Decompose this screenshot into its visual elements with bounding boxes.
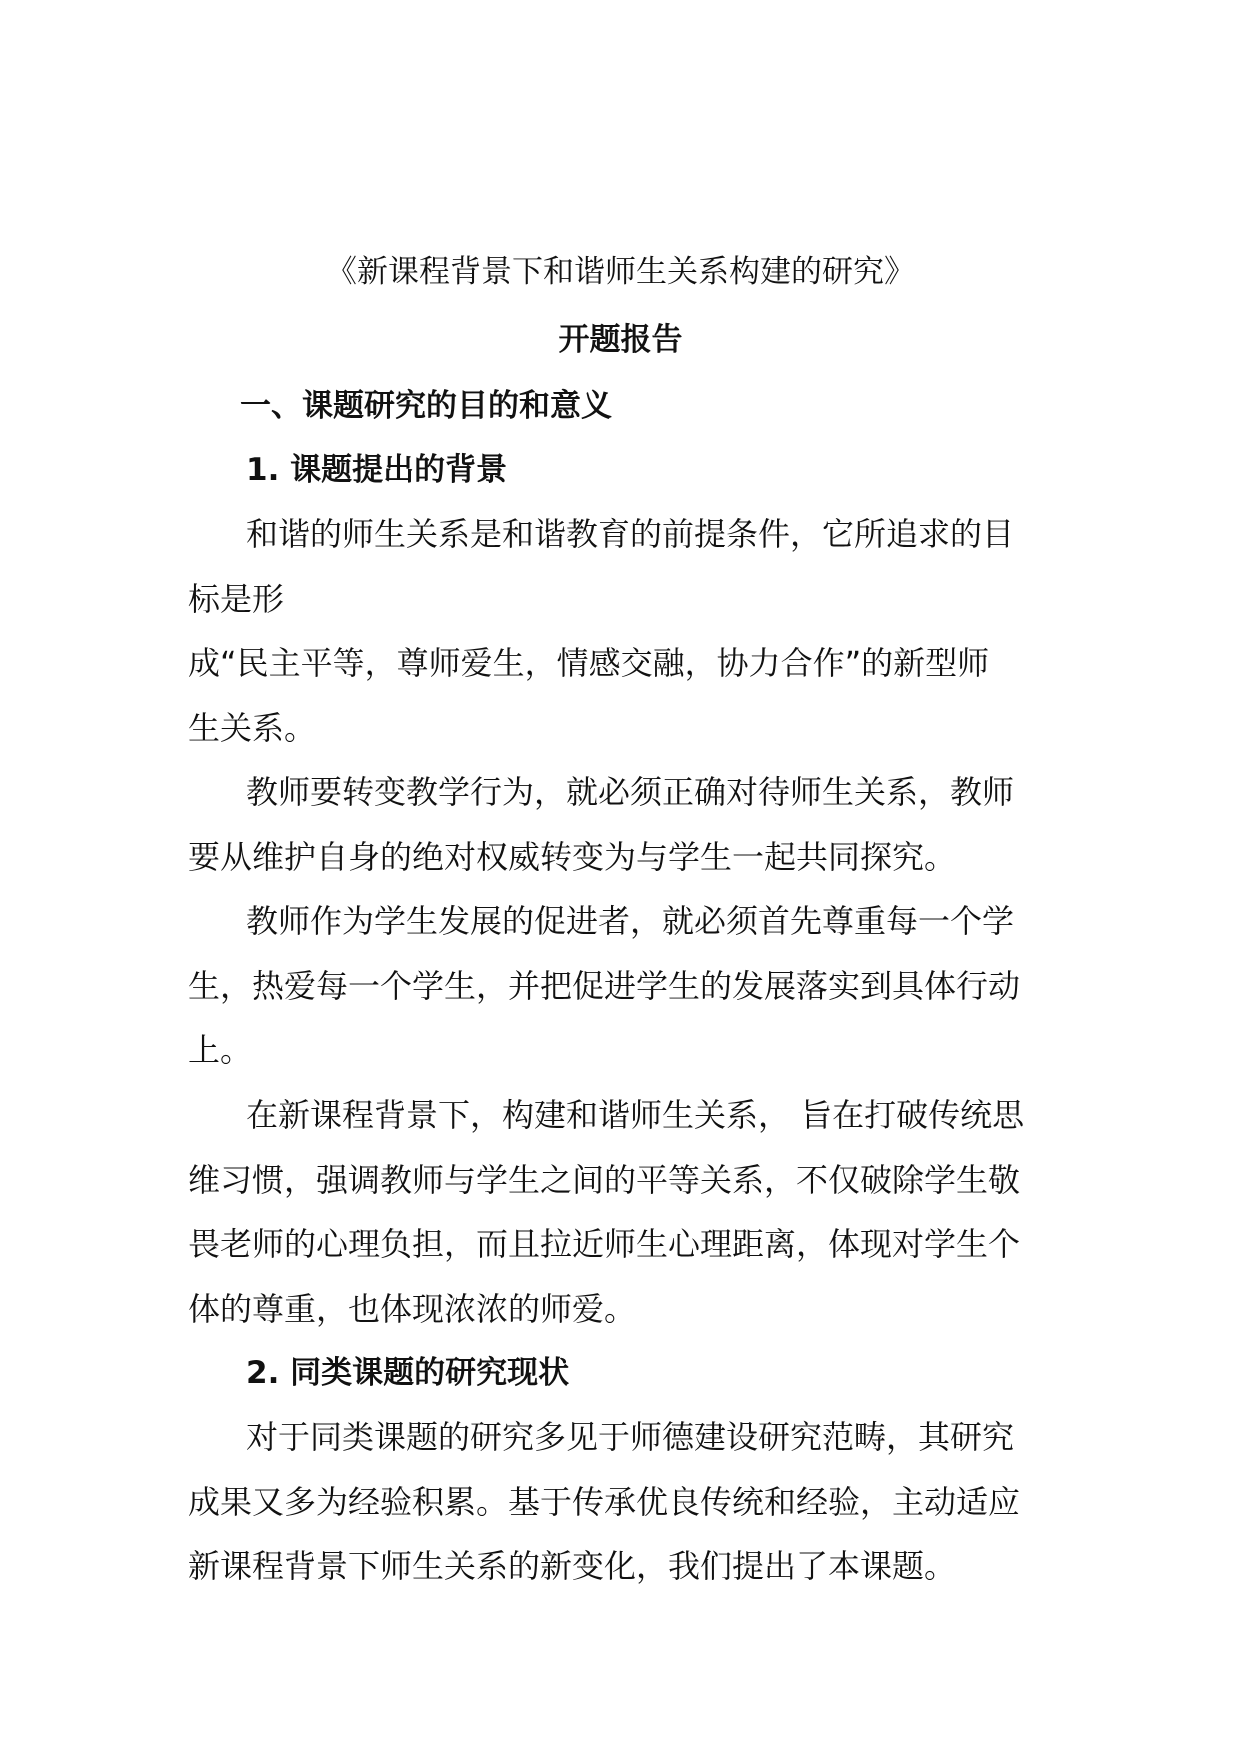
section-heading: 一、课题研究的目的和意义: [240, 388, 612, 424]
paragraph-line: 教师要转变教学行为，就必须正确对待师生关系，教师: [246, 773, 1015, 811]
subsection-heading-background: 1. 课题提出的背景: [246, 452, 508, 488]
subsection-heading-status: 2. 同类课题的研究现状: [246, 1355, 570, 1391]
paragraph-line: 成果又多为经验积累。基于传承优良传统和经验，主动适应: [188, 1482, 1021, 1521]
paragraph-line: 新课程背景下师生关系的新变化，我们提出了本课题。: [188, 1547, 957, 1585]
paragraph-line: 和谐的师生关系是和谐教育的前提条件，它所追求的目: [246, 515, 1015, 553]
paragraph: [188, 1083, 1068, 1341]
document-subtitle: 开题报告: [558, 322, 683, 358]
paragraph: [188, 889, 1068, 1083]
paragraph-line: 标是形: [188, 579, 285, 618]
paragraph-line: 在新课程背景下，构建和谐师生关系， 旨在打破传统思: [246, 1096, 1025, 1134]
paragraph: [188, 760, 1068, 889]
paragraph-line: 教师作为学生发展的促进者，就必须首先尊重每一个学: [246, 902, 1015, 940]
paragraph-line: 上。: [188, 1031, 253, 1069]
document-title: 《新课程背景下和谐师生关系构建的研究》: [326, 254, 915, 290]
paragraph: [188, 1405, 1068, 1599]
paragraph-line: 畏老师的心理负担，而且拉近师生心理距离，体现对学生个: [188, 1225, 1021, 1263]
paragraph-line: 生关系。: [188, 708, 317, 747]
paragraph-line: 生，热爱每一个学生，并把促进学生的发展落实到具体行动: [188, 966, 1021, 1005]
paragraph-line: 要从维护自身的绝对权威转变为与学生一起共同探究。: [188, 837, 957, 876]
paragraph-line: 成“民主平等，尊师爱生，情感交融，协力合作”的新型师: [188, 644, 990, 682]
paragraph-line: 维习惯，强调教师与学生之间的平等关系，不仅破除学生敬: [188, 1160, 1021, 1199]
paragraph: [188, 502, 1068, 760]
paragraph-line: 体的尊重，也体现浓浓的师爱。: [188, 1289, 637, 1328]
paragraph-line: 对于同类课题的研究多见于师德建设研究范畴，其研究: [246, 1418, 1015, 1456]
